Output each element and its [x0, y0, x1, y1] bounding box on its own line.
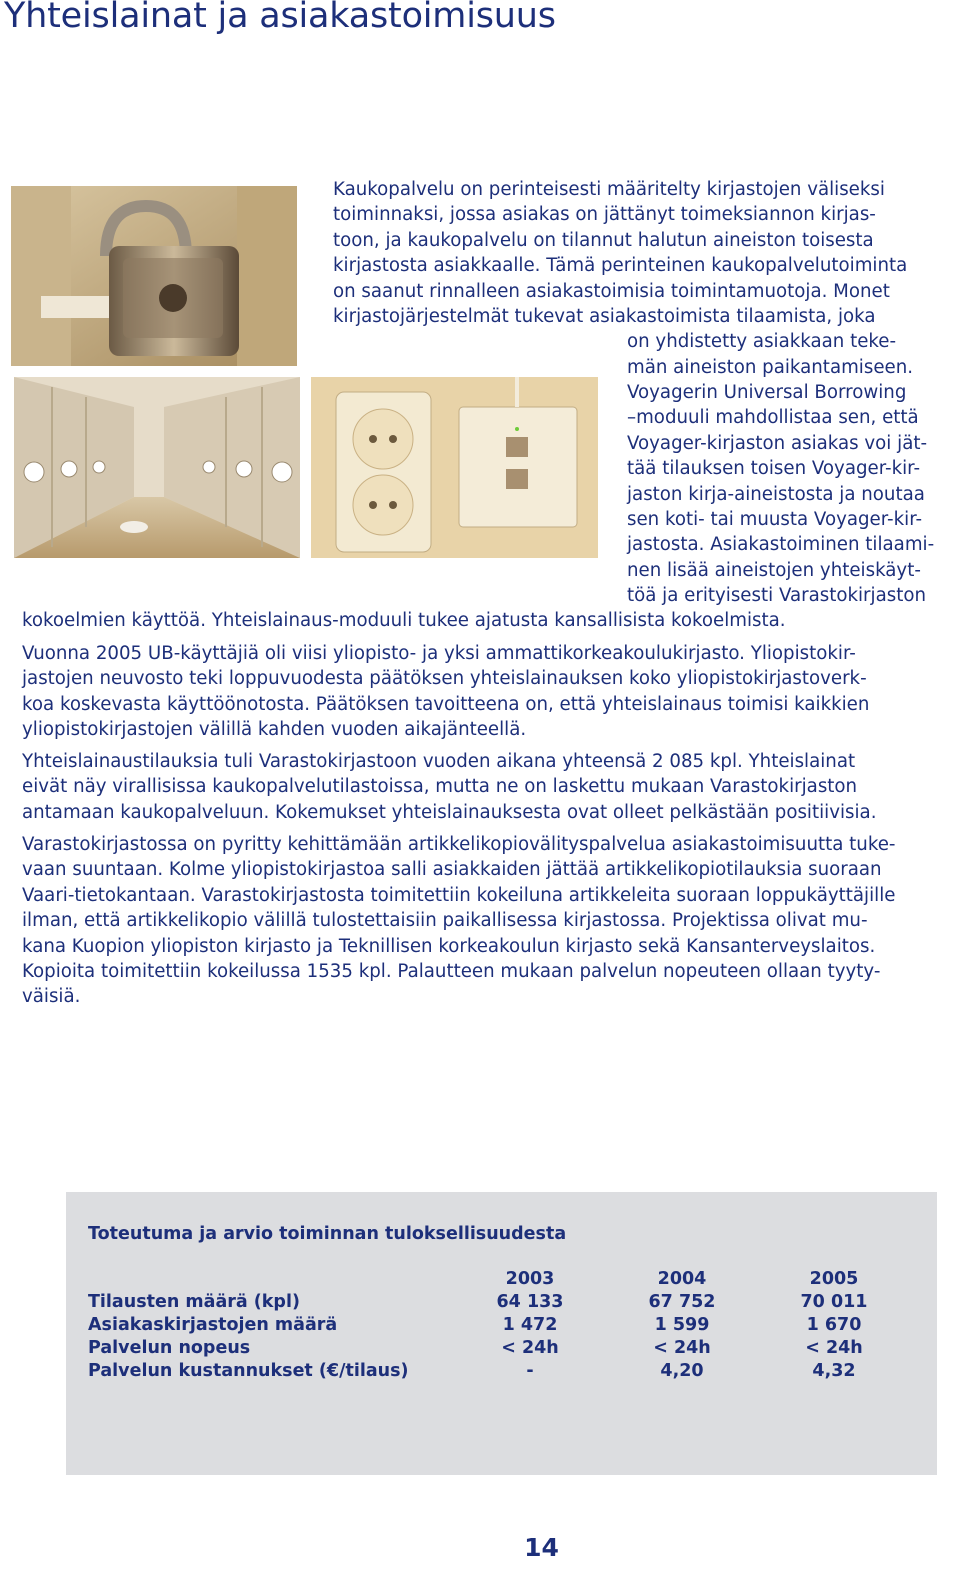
table-cell: < 24h	[653, 1338, 711, 1358]
paragraph-line: ilman, että artikkelikopio välillä tulostettaisiin paikallisessa kirjastossa. Projektissa olivat mu-	[22, 910, 868, 932]
page-number: 14	[524, 1533, 559, 1562]
intro-line: toiminnaksi, jossa asiakas on jättänyt toimeksiannon kirjas-	[333, 204, 876, 225]
side-line: nen lisää aineistojen yhteiskäyt-	[627, 560, 921, 581]
paragraph-line: vaan suuntaan. Kolme yliopistokirjastoa salli asiakkaiden jättää artikkelikopiotilauksia suoraan	[22, 859, 882, 881]
paragraph-line: eivät näy virallisissa kaukopalvelutilastoissa, mutta ne on laskettu mukaan Varastokirjaston	[22, 776, 858, 798]
side-line: Voyagerin Universal Borrowing	[627, 382, 907, 403]
side-line: töä ja erityisesti Varastokirjaston	[627, 585, 926, 606]
table-header-row	[88, 1268, 910, 1291]
intro-line: Kaukopalvelu on perinteisesti määritelty kirjastojen väliseksi	[333, 179, 885, 200]
paragraph-line: Varastokirjastossa on pyritty kehittämään artikkelikopiovälityspalvelua asiakastoimisuutta tuke-	[22, 834, 896, 855]
results-box	[66, 1192, 937, 1475]
paragraph	[22, 641, 940, 743]
intro-line: on saanut rinnalleen asiakastoimisia toimintamuotoja. Monet	[333, 281, 890, 302]
paragraph-line: Vuonna 2005 UB-käyttäjiä oli viisi yliopisto- ja yksi ammattikorkeakoulukirjasto. Yliopistokir-	[22, 643, 856, 664]
side-line: sen koti- tai muusta Voyager-kir-	[627, 509, 923, 530]
intro-line: toon, ja kaukopalvelu on tilannut halutun aineiston toisesta	[333, 230, 874, 251]
padlock-photo	[11, 186, 297, 366]
table-row	[88, 1360, 910, 1383]
row-label: Palvelun kustannukset (€/tilaus)	[88, 1361, 409, 1381]
side-line: –moduuli mahdollistaa sen, että	[627, 407, 919, 428]
side-line: Voyager-kirjaston asiakas voi jät-	[627, 433, 928, 454]
side-line: on yhdistetty asiakkaan teke-	[627, 331, 897, 352]
table-cell: 70 011	[800, 1292, 868, 1312]
table-cell: 1 472	[502, 1315, 558, 1335]
paragraph-line: yliopistokirjastojen välillä kahden vuoden aikajänteellä.	[22, 719, 527, 741]
intro-line: kirjastosta asiakkaalle. Tämä perinteinen kaukopalvelutoiminta	[333, 255, 908, 276]
row-label: Palvelun nopeus	[88, 1338, 251, 1358]
table-cell: < 24h	[501, 1338, 559, 1358]
table-row	[88, 1337, 910, 1360]
table-cell: 67 752	[648, 1292, 716, 1312]
table-cell: 4,20	[660, 1361, 704, 1381]
results-title: Toteutuma ja arvio toiminnan tuloksellisuudesta	[88, 1224, 567, 1244]
row-label: Tilausten määrä (kpl)	[88, 1292, 300, 1312]
closing-line: kokoelmien käyttöä. Yhteislainaus-moduuli tukee ajatusta kansallisista kokoelmista.	[22, 610, 786, 631]
paragraph-line: antamaan kaukopalveluun. Kokemukset yhteislainauksesta ovat olleet pelkästään positiivisia.	[22, 801, 877, 823]
table-cell: 64 133	[496, 1292, 564, 1312]
paragraph-line: Kopioita toimitettiin kokeilussa 1535 kpl. Palautteen mukaan palvelun nopeuteen ollaan tyyty-	[22, 961, 881, 983]
paragraph-line: Yhteislainaustilauksia tuli Varastokirjastoon vuoden aikana yhteensä 2 085 kpl. Yhteislainat	[22, 751, 856, 772]
intro-line: kirjastojärjestelmät tukevat asiakastoimista tilaamista, joka	[333, 306, 876, 327]
side-line: jaston kirja-aineistosta ja noutaa	[627, 484, 925, 505]
side-line: tää tilauksen toisen Voyager-kir-	[627, 458, 921, 479]
table-cell: < 24h	[805, 1338, 863, 1358]
year-header: 2005	[809, 1269, 859, 1289]
paragraph-line: kana Kuopion yliopiston kirjasto ja Teknillisen korkeakoulun kirjasto sekä Kansanterveyslaitos.	[22, 935, 876, 957]
side-line: jastosta. Asiakastoiminen tilaami-	[627, 534, 935, 555]
table-row	[88, 1291, 910, 1314]
row-label: Asiakaskirjastojen määrä	[88, 1315, 338, 1335]
results-table	[88, 1268, 910, 1383]
compact-shelving-photo	[14, 377, 300, 558]
wall-sockets-photo	[311, 377, 598, 558]
paragraph-line: jastojen neuvosto teki loppuvuodesta päätöksen yhteislainauksen koko yliopistokirjastoverk-	[22, 668, 867, 690]
year-header: 2004	[657, 1269, 707, 1289]
paragraph-line: väisiä.	[22, 986, 81, 1008]
page-title: Yhteislainat ja asiakastoimisuus	[4, 0, 556, 36]
table-cell: 1 599	[654, 1315, 710, 1335]
side-line: män aineiston paikantamiseen.	[627, 357, 914, 378]
table-cell: -	[526, 1361, 534, 1381]
table-cell: 4,32	[812, 1361, 856, 1381]
paragraph-line: koa koskevasta käyttöönotosta. Päätöksen tavoitteena on, että yhteislainaus toimisi kaikkien	[22, 693, 870, 715]
paragraph	[22, 832, 940, 1010]
paragraph	[22, 749, 940, 825]
table-cell: 1 670	[806, 1315, 862, 1335]
paragraph-line: Vaari-tietokantaan. Varastokirjastosta toimitettiin kokeiluna artikkeleita suoraan loppukäyttäjille	[22, 884, 896, 906]
year-header: 2003	[505, 1269, 555, 1289]
table-row	[88, 1314, 910, 1337]
